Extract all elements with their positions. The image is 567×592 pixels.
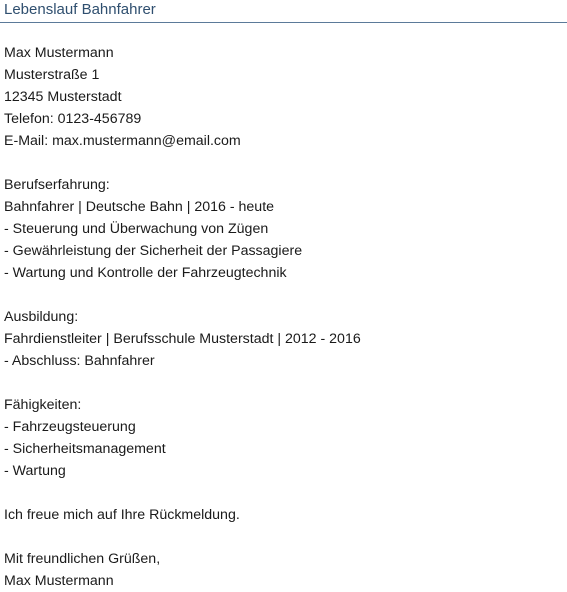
education-section — [4, 306, 567, 372]
signature-block — [4, 548, 567, 592]
skill-item: - Fahrzeugsteuerung — [4, 419, 136, 435]
contact-street: Musterstraße 1 — [4, 67, 100, 83]
skill-item: - Wartung — [4, 463, 66, 479]
spacer — [4, 526, 567, 548]
spacer — [4, 284, 567, 306]
contact-city: 12345 Musterstadt — [4, 89, 122, 105]
experience-heading: Berufserfahrung: — [4, 177, 110, 193]
spacer — [4, 482, 567, 504]
experience-position: Bahnfahrer | Deutsche Bahn | 2016 - heute — [4, 199, 275, 215]
experience-item: - Steuerung und Überwachung von Zügen — [4, 221, 269, 237]
contact-name: Max Mustermann — [4, 45, 114, 61]
contact-block — [4, 42, 567, 152]
spacer — [4, 372, 567, 394]
document-body — [0, 23, 567, 592]
experience-item: - Gewährleistung der Sicherheit der Passagiere — [4, 243, 303, 259]
education-item: - Abschluss: Bahnfahrer — [4, 353, 155, 369]
contact-email: E-Mail: max.mustermann@email.com — [4, 133, 241, 149]
contact-phone: Telefon: 0123-456789 — [4, 111, 142, 127]
skills-section — [4, 394, 567, 482]
education-heading: Ausbildung: — [4, 309, 79, 325]
experience-section — [4, 174, 567, 284]
experience-item: - Wartung und Kontrolle der Fahrzeugtechnik — [4, 265, 287, 281]
spacer — [4, 152, 567, 174]
salutation: Mit freundlichen Grüßen, — [4, 551, 161, 567]
skills-heading: Fähigkeiten: — [4, 397, 82, 413]
document-title: Lebenslauf Bahnfahrer — [4, 1, 156, 18]
closing-sentence: Ich freue mich auf Ihre Rückmeldung. — [4, 507, 240, 523]
signature-name: Max Mustermann — [4, 573, 114, 589]
skill-item: - Sicherheitsmanagement — [4, 441, 166, 457]
education-entry: Fahrdienstleiter | Berufsschule Musterstadt | 2012 - 2016 — [4, 331, 361, 347]
